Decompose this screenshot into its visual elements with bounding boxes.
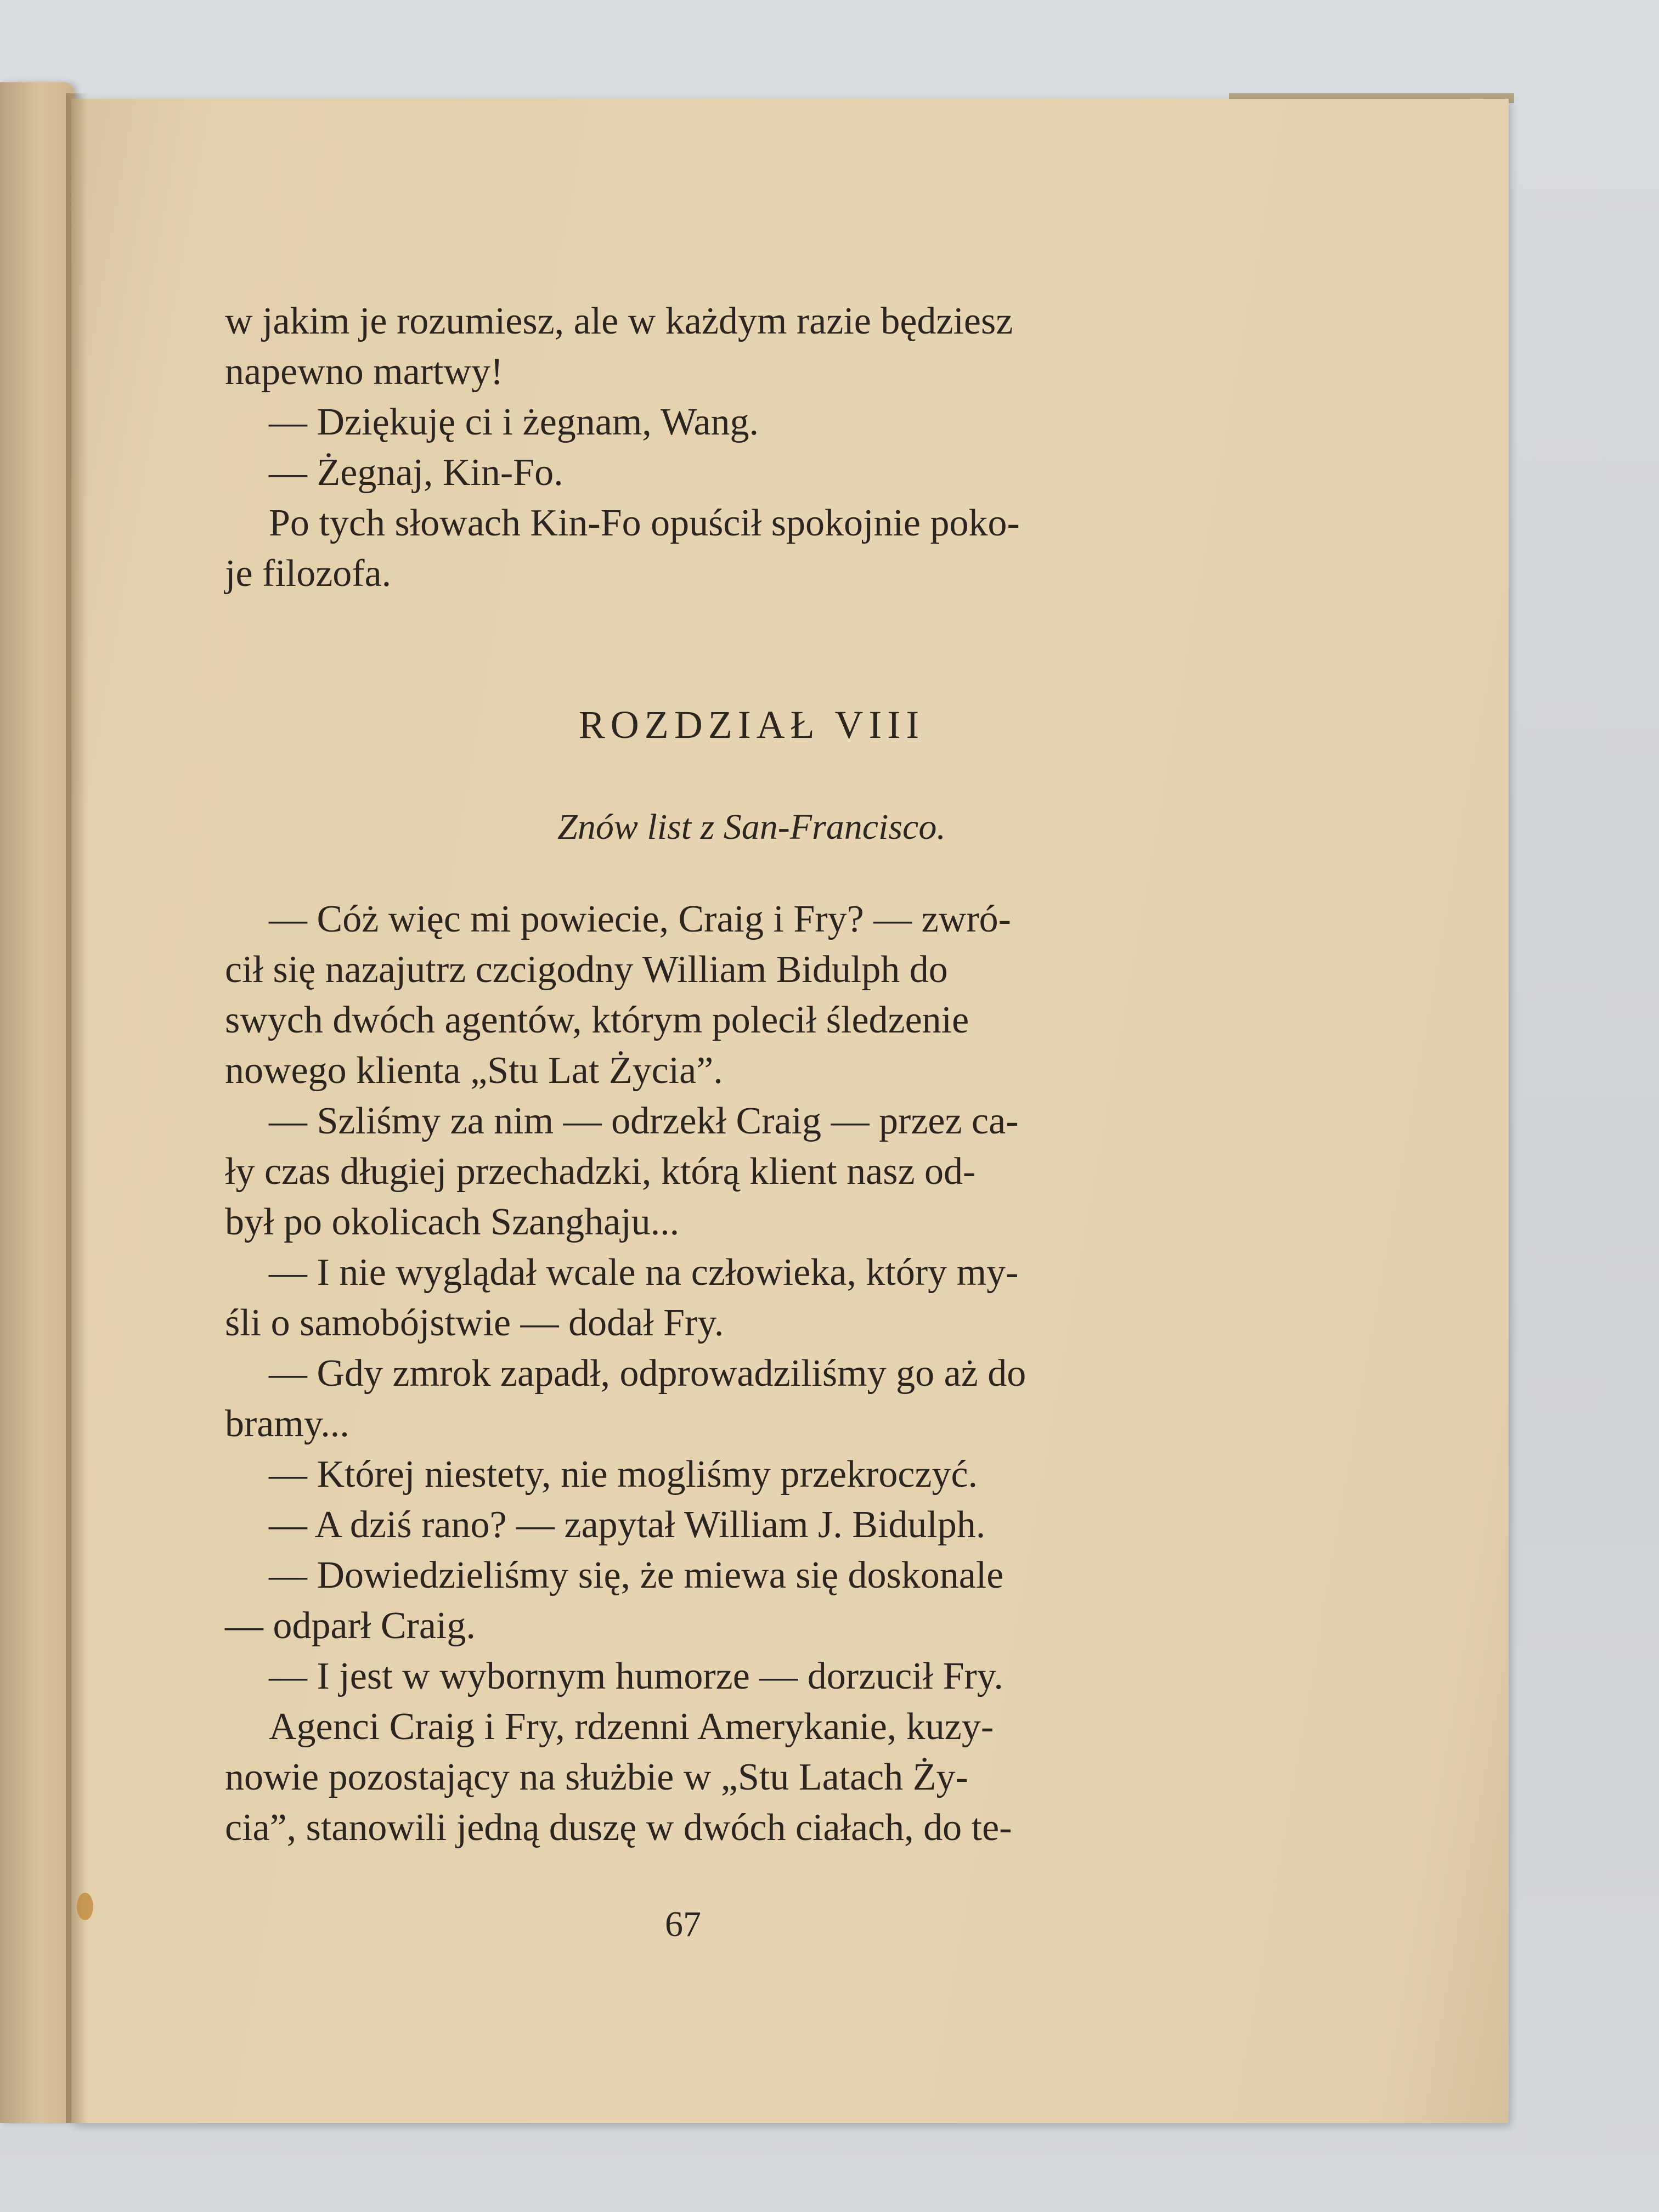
book-gutter [66,93,88,2123]
text-line: — Dowiedzieliśmy się, że miewa się doskonale [269,1554,1004,1596]
top-text-block [225,296,1201,599]
chapter-subtitle: Znów list z San-Francisco. [557,807,946,847]
chapter-heading: ROZDZIAŁ VIII [578,703,925,747]
text-line: śli o samobójstwie — dodał Fry. [225,1302,724,1344]
text-line: nowie pozostający na służbie w „Stu Latach Ży- [225,1756,968,1798]
text-line: w jakim je rozumiesz, ale w każdym razie będziesz [225,300,1013,342]
text-line: był po okolicach Szanghaju... [225,1201,680,1243]
text-line: — Cóż więc mi powiecie, Craig i Fry? — zwró- [269,898,1011,940]
text-line: nowego klienta „Stu Lat Życia”. [225,1049,723,1092]
page-number: 67 [665,1904,701,1944]
text-line: cia”, stanowili jedną duszę w dwóch ciałach, do te- [225,1807,1012,1849]
text-line: je filozofa. [225,552,392,595]
text-line: bramy... [225,1403,349,1445]
text-line: — Dziękuję ci i żegnam, Wang. [269,401,759,443]
text-line: ły czas długiej przechadzki, którą klient nasz od- [225,1150,976,1193]
main-text-block [225,894,1201,1853]
text-line: — Żegnaj, Kin-Fo. [269,452,563,494]
text-line: napewno martwy! [225,351,504,393]
text-line: — Gdy zmrok zapadł, odprowadziliśmy go aż do [269,1352,1026,1395]
text-line: Agenci Craig i Fry, rdzenni Amerykanie, kuzy- [269,1706,994,1748]
text-line: — I jest w wybornym humorze — dorzucił Fry. [269,1655,1003,1697]
text-line: — I nie wyglądał wcale na człowieka, który my- [269,1251,1019,1294]
previous-page-edge [0,82,74,2123]
text-line: Po tych słowach Kin-Fo opuścił spokojnie poko- [269,502,1020,544]
text-line: — Szliśmy za nim — odrzekł Craig — przez ca- [269,1100,1019,1142]
text-line: — odparł Craig. [225,1605,476,1647]
text-line: cił się nazajutrz czcigodny William Bidulph do [225,949,948,991]
text-line: — Której niestety, nie mogliśmy przekroczyć. [269,1453,978,1496]
text-line: swych dwóch agentów, którym polecił śledzenie [225,999,969,1041]
text-line: — A dziś rano? — zapytał William J. Bidulph. [269,1504,986,1546]
